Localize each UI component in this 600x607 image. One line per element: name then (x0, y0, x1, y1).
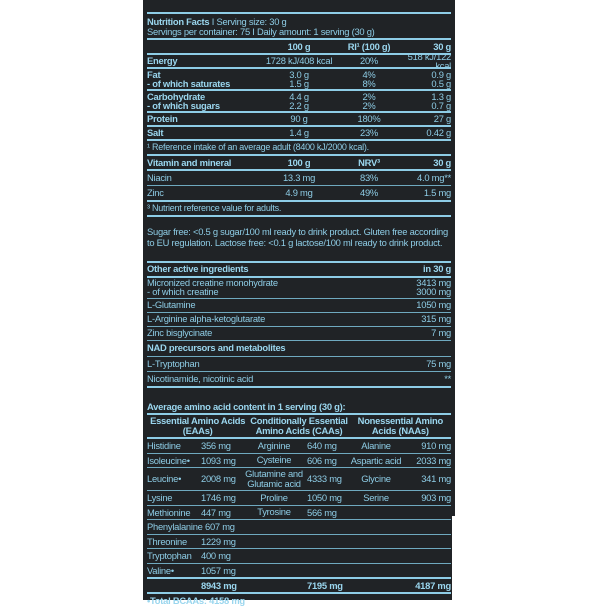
bcaa-total-note: •Total BCAAs: 4158 mg (147, 595, 245, 607)
amino-row: Lysine 1746 mg Proline 1050 mg Serine 903 mg (147, 491, 451, 504)
eaa-total: 8943 mg (201, 579, 237, 591)
serving-size: I Serving size: 30 g (211, 16, 287, 27)
list-item-arginine-akg: L-Arginine alpha-ketoglutarate 315 mg (147, 313, 451, 325)
nad-header: NAD precursors and metabolites (147, 342, 286, 354)
serving-info (147, 14, 451, 38)
amino-acid-title: Average amino acid content in 1 serving (30 g): (147, 400, 346, 412)
amino-row: Valine• 1057 mg (147, 564, 236, 576)
col-100g: 100 g (287, 40, 311, 52)
col-30g: 30 g (433, 40, 451, 52)
amino-row: Leucine• 2008 mg Glutamine and Glutamic acid 4333 mg Glycine 341 mg (147, 467, 451, 490)
amino-row: Threonine 1229 mg (147, 535, 236, 547)
amino-row: Histidine 356 mg Arginine 640 mg Alanine 910 mg (147, 439, 451, 452)
list-item-zinc-bisglycinate: Zinc bisglycinate 7 mg (147, 327, 451, 339)
other-active-ingredients (147, 261, 451, 388)
table-row-protein: Protein 90 g 180% 27 g (147, 113, 451, 125)
other-ingredients-header: Other active ingredients in 30 g (147, 263, 451, 275)
nutrition-label-panel (143, 0, 455, 607)
caa-total: 7195 mg (307, 579, 343, 591)
amino-row: Tryptophan 400 mg (147, 550, 231, 562)
table-row-energy: Energy 1728 kJ/408 kcal 20% 518 kJ/122 kcal (147, 50, 451, 71)
list-item-glutamine: L-Glutamine 1050 mg (147, 299, 451, 311)
list-item-creatine: Micronized creatine monohydrate 3413 mg - of which creatine 3000 mg (147, 277, 451, 298)
col-ri: RI¹ (100 g) (347, 40, 391, 52)
amino-table-header: Essential Amino Acids (EAAs) Conditionally Essential Amino Acids (CAAs) Nonessential Amino Acids (NAAs) (150, 414, 443, 437)
dietary-claims: Sugar free: <0.5 g sugar/100 ml ready to drink product. Gluten free according to EU regulation. Lactose free: <0.1 g lactose/100 ml ready to drink product. (147, 226, 448, 248)
panel-edge-cutout (452, 516, 455, 600)
list-item-nicotinamide: Nicotinamide, nicotinic acid ** (147, 372, 451, 384)
table-row-zinc: Zinc 4.9 mg 49% 1.5 mg (147, 187, 451, 199)
servings-per-container: Servings per container: 75 I Daily amount: 1 serving (30 g) (147, 26, 375, 37)
table-row-fat: Fat 3.0 g 4% 0.9 g - of which saturates 1.5 g 8% 0.5 g (147, 68, 451, 89)
ri-footnote: ¹ Reference intake of an average adult (8400 kJ/2000 kcal). (147, 142, 369, 152)
table-row-niacin: Niacin 13.3 mg 83% 4.0 mg** (147, 172, 451, 184)
amino-row: Isoleucine• 1093 mg Cysteine 606 mg Aspartic acid 2033 mg (147, 454, 451, 466)
amino-row: Methionine 447 mg Tyrosine 566 mg (147, 506, 337, 518)
table-row-carbohydrate: Carbohydrate 4.4 g 2% 1.3 g - of which sugars 2.2 g 2% 0.7 g (147, 90, 451, 111)
amino-row: Phenylalanine 607 mg (147, 521, 235, 533)
top-divider (147, 0, 451, 14)
amino-totals-row (147, 579, 451, 592)
vitamin-table-header: Vitamin and mineral 100 g NRV³ 30 g (147, 156, 451, 168)
table-row-salt: Salt 1.4 g 23% 0.42 g (147, 127, 451, 139)
nrv-footnote: ³ Nutrient reference value for adults. (147, 203, 282, 213)
naa-total: 4187 mg (415, 579, 451, 591)
list-item-tryptophan: L-Tryptophan 75 mg (147, 357, 451, 369)
nutrition-facts-title: Nutrition Facts (147, 16, 210, 27)
